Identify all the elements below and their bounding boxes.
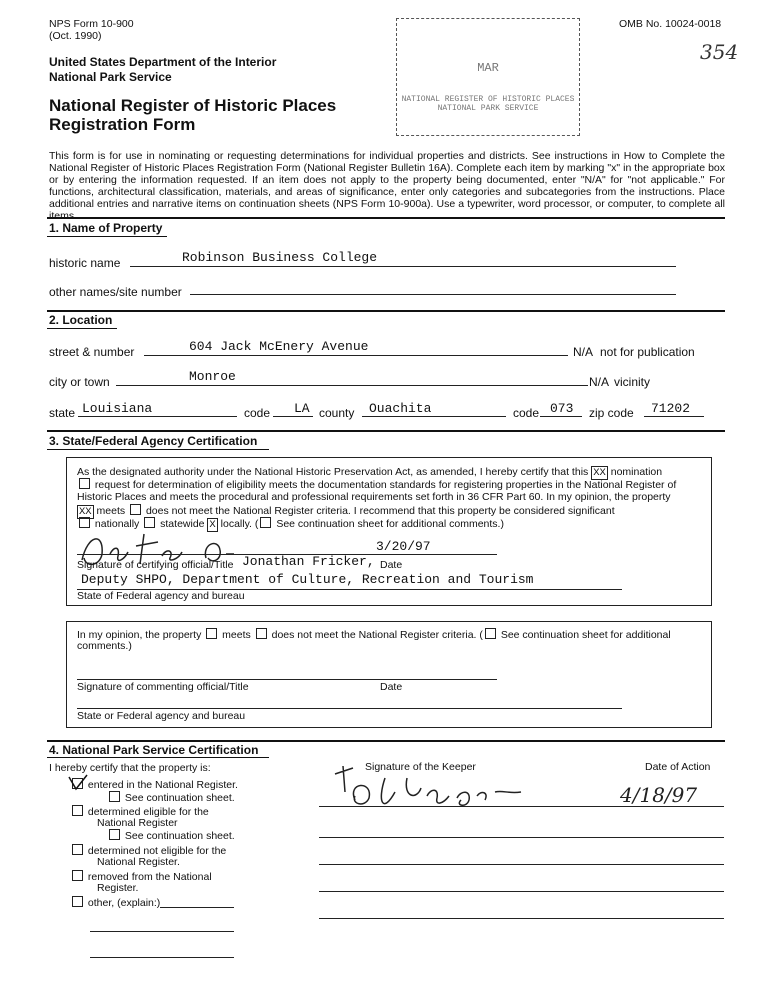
other-row: [70, 896, 160, 909]
section-2-rule: [47, 310, 725, 312]
other-explain-line-1: [160, 905, 234, 908]
action-date-value[interactable]: 4/18/97: [620, 783, 698, 807]
state-value[interactable]: Louisiana: [82, 401, 153, 416]
statewide-label: statewide: [160, 518, 205, 530]
nfp-mark[interactable]: N/A: [573, 345, 594, 359]
nomination-checkbox[interactable]: XX: [593, 467, 606, 479]
section-3-title-underline: [47, 449, 269, 450]
county-label: county: [319, 406, 355, 420]
opinion-meets-checkbox[interactable]: [206, 628, 217, 639]
request-checkbox[interactable]: [79, 478, 90, 489]
section-2-title: 2. Location: [49, 313, 113, 327]
action-date-label: Date of Action: [645, 761, 711, 773]
keeper-line-2: [319, 835, 724, 838]
form-date: (Oct. 1990): [49, 30, 102, 42]
entered-row: [70, 778, 238, 791]
comment-agency-line: [77, 706, 622, 709]
street-value[interactable]: 604 Jack McEnery Avenue: [189, 339, 369, 354]
other-label: other, (explain:): [87, 897, 161, 909]
opinion-line: [77, 628, 671, 641]
state-code-value[interactable]: LA: [294, 401, 310, 416]
cert-line-2: [77, 478, 676, 491]
received-stamp: [396, 18, 580, 136]
historic-name-label: historic name: [49, 256, 121, 270]
historic-name-value[interactable]: Robinson Business College: [182, 250, 378, 265]
cert-official-name[interactable]: Jonathan Fricker,: [242, 554, 375, 569]
nationally-label: nationally: [94, 518, 140, 530]
opinion-see-checkbox[interactable]: [485, 628, 496, 639]
street-label: street & number: [49, 345, 135, 359]
see-2-row: [107, 829, 235, 842]
opinion-meets-label: meets: [222, 629, 251, 641]
keeper-label: Signature of the Keeper: [365, 761, 476, 773]
other-names-label: other names/site number: [49, 285, 182, 299]
other-names-line: [190, 290, 676, 295]
meets-label: meets: [96, 505, 126, 517]
comment-agency-label: State or Federal agency and bureau: [77, 710, 246, 722]
city-value[interactable]: Monroe: [189, 369, 236, 384]
section-1-title-underline: [47, 236, 167, 237]
not-eligible-checkbox[interactable]: [72, 844, 83, 855]
county-code-label: code: [513, 406, 540, 420]
cert-official-title[interactable]: Deputy SHPO, Department of Culture, Recreation and Tourism: [81, 572, 534, 587]
meets-checkbox[interactable]: XX: [79, 506, 92, 518]
removed-checkbox[interactable]: [72, 870, 83, 881]
certify-text: I hereby certify that the property is:: [49, 762, 211, 774]
opinion-see-label: See continuation sheet for additional: [500, 629, 671, 641]
department: United States Department of the Interior: [49, 55, 277, 69]
not-eligible-label-1: determined not eligible for the: [87, 845, 227, 857]
stamp-line-2: NATIONAL PARK SERVICE: [437, 104, 539, 113]
locally-checkbox[interactable]: X: [209, 519, 216, 531]
cert-agency-label: State of Federal agency and bureau: [77, 590, 245, 602]
see-2-checkbox[interactable]: [109, 829, 120, 840]
entered-label: entered in the National Register.: [87, 779, 238, 791]
section-4-title: 4. National Park Service Certification: [49, 743, 259, 757]
other-explain-line-3: [90, 955, 234, 958]
omb-number: OMB No. 10024-0018: [619, 18, 722, 30]
section-4-rule: [47, 740, 725, 742]
cert-line-4-text: does not meet the National Register criteria. I recommend that this property be considered significant: [145, 505, 615, 517]
removed-label-2: Register.: [97, 882, 139, 894]
keeper-signature: [325, 762, 535, 820]
comment-signature-label: Signature of commenting official/Title: [77, 681, 249, 693]
vicinity-label: vicinity: [614, 375, 651, 389]
see-1-row: [107, 791, 235, 804]
see-1-label: See continuation sheet.: [124, 792, 235, 804]
city-label: city or town: [49, 375, 110, 389]
keeper-line-3: [319, 862, 724, 865]
cert-date-label: Date: [380, 559, 403, 571]
comment-signature-line: [77, 677, 497, 680]
vicinity-mark[interactable]: N/A: [589, 375, 610, 389]
see-2-label: See continuation sheet.: [124, 830, 235, 842]
cert-line-3: Historic Places and meets the procedural and professional requirements set forth in 36 CFR Part 60. In my opinion, the property: [77, 491, 671, 503]
opinion-text: In my opinion, the property: [77, 629, 202, 641]
county-value[interactable]: Ouachita: [369, 401, 432, 416]
stamp-date: MAR: [477, 61, 499, 75]
eligible-label-1: determined eligible for the: [87, 806, 209, 818]
eligible-label-2: National Register: [97, 817, 178, 829]
does-not-meet-checkbox[interactable]: [130, 504, 141, 515]
section-3-rule: [47, 430, 725, 432]
removed-row: [70, 870, 212, 883]
zip-value[interactable]: 71202: [651, 401, 691, 416]
cert-line-4: [77, 504, 615, 518]
eligible-checkbox[interactable]: [72, 805, 83, 816]
agency: National Park Service: [49, 70, 172, 84]
keeper-line-1: [319, 804, 724, 807]
other-explain-line-2: [90, 929, 234, 932]
not-eligible-label-2: National Register.: [97, 856, 180, 868]
cert-line-2-text: request for determination of eligibility meets the documentation standards for registering properties in the National Register of: [94, 479, 677, 491]
locally-label: locally.: [220, 518, 252, 530]
state-code-label: code: [244, 406, 271, 420]
form-number: NPS Form 10-900: [49, 18, 134, 30]
form-title-2: Registration Form: [49, 115, 196, 134]
cert-signature-label: Signature of certifying official/Title: [77, 559, 234, 571]
cert-line-5: nationally statewide X locally. ( See continuation sheet for additional comments.): [77, 517, 504, 531]
opinion-not-meet-checkbox[interactable]: [256, 628, 267, 639]
section-3-title: 3. State/Federal Agency Certification: [49, 434, 258, 448]
section-1-title: 1. Name of Property: [49, 221, 163, 235]
section-1-rule: [47, 217, 725, 219]
city-line: [116, 381, 588, 386]
removed-label-1: removed from the National: [87, 871, 212, 883]
opinion-rest-text: does not meet the National Register criteria. (: [271, 629, 483, 641]
nfp-label: not for publication: [600, 345, 695, 359]
zip-label: zip code: [589, 406, 634, 420]
section-4-title-underline: [47, 757, 269, 758]
opinion-comments: comments.): [77, 640, 132, 652]
keeper-line-5: [319, 916, 724, 919]
keeper-line-4: [319, 889, 724, 892]
comment-date-label: Date: [380, 681, 403, 693]
handwritten-number: 354: [700, 40, 739, 64]
nomination-label: nomination: [610, 466, 663, 478]
other-checkbox[interactable]: [72, 896, 83, 907]
entered-checkbox[interactable]: [72, 778, 83, 789]
stamp-line-1: NATIONAL REGISTER OF HISTORIC PLACES: [401, 95, 575, 104]
see-1-checkbox[interactable]: [109, 791, 120, 802]
cert-line-1-text: As the designated authority under the National Historic Preservation Act, as amended, I hereby certify that this: [77, 466, 589, 478]
see-continuation-label: See continuation sheet for additional comments.): [276, 518, 504, 530]
intro-text: This form is for use in nominating or requesting determinations for individual properties and districts. See instructions in How to Complete the National Register of Historic Places Registration Form (National Register Bulletin 16A). Complete each item by marking "x" in the appropriate box or by entering the information requested. If an item does not apply to the property being documented, enter "N/A" for "not applicable." For functions, architectural classification, materials, and areas of significance, enter only categories and subcategories from the instructions. Place additional entries and narrative items on continuation sheets (NPS Form 10-900a). Use a typewriter, word processor, or computer, to complete all items.: [49, 150, 725, 222]
form-title-1: National Register of Historic Places: [49, 96, 337, 115]
county-code-value[interactable]: 073: [550, 401, 574, 416]
section-2-title-underline: [47, 328, 117, 329]
state-label: state: [49, 406, 76, 420]
cert-date-value[interactable]: 3/20/97: [376, 539, 431, 554]
entered-check-icon: [67, 773, 89, 793]
